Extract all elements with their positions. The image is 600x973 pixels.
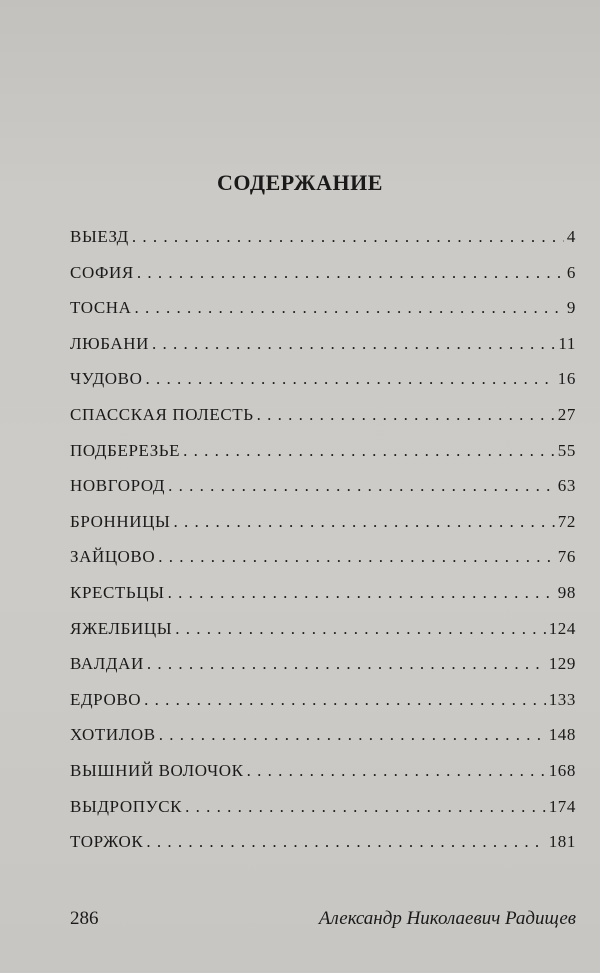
toc-entry-page: 4 [566, 227, 576, 246]
table-of-contents [70, 227, 576, 868]
toc-entry-page: 72 [557, 511, 576, 531]
toc-leader-dots [147, 654, 546, 674]
toc-entry-title: ТОСНА [70, 298, 132, 318]
page-title: СОДЕРЖАНИЕ [217, 170, 383, 195]
running-author: Александр Николаевич Радищев [318, 908, 576, 929]
toc-entry [70, 298, 576, 334]
toc-entry [70, 547, 576, 583]
toc-entry-title: ВЫШНИЙ ВОЛОЧОК [70, 760, 244, 780]
toc-leader-dots [137, 263, 564, 283]
toc-entry [70, 725, 576, 761]
toc-leader-dots [168, 476, 555, 496]
toc-entry [70, 334, 576, 370]
toc-entry-page: 98 [557, 582, 576, 602]
toc-leader-dots [247, 761, 546, 781]
toc-entry [70, 441, 576, 477]
toc-entry-title: ТОРЖОК [70, 832, 144, 852]
toc-leader-dots [152, 334, 555, 354]
toc-entry-title: СОФИЯ [70, 262, 134, 282]
toc-entry-title: ЗАЙЦОВО [70, 547, 156, 567]
toc-entry-title: ВЫЕЗД [70, 227, 129, 246]
toc-entry-page: 133 [548, 689, 576, 709]
toc-entry [70, 832, 576, 868]
toc-entry-page: 55 [557, 440, 576, 460]
toc-leader-dots [183, 441, 555, 461]
toc-entry-title: НОВГОРОД [70, 476, 166, 496]
toc-entry-page: 168 [548, 760, 576, 780]
toc-leader-dots [146, 832, 545, 852]
toc-entry-page: 124 [548, 618, 576, 638]
toc-leader-dots [144, 690, 546, 710]
toc-entry-title: ПОДБЕРЕЗЬЕ [70, 440, 181, 460]
toc-entry-page: 27 [557, 404, 576, 424]
toc-entry-page: 11 [558, 333, 576, 353]
toc-entry-title: ЕДРОВО [70, 689, 142, 709]
toc-leader-dots [185, 797, 546, 817]
toc-entry [70, 369, 576, 405]
toc-entry [70, 690, 576, 726]
toc-entry-title: ХОТИЛОВ [70, 725, 156, 745]
toc-entry-title: ЯЖЕЛБИЦЫ [70, 618, 173, 638]
toc-entry-page: 9 [566, 298, 576, 318]
toc-entry [70, 263, 576, 299]
toc-entry [70, 619, 576, 655]
toc-entry-page: 6 [566, 262, 576, 282]
toc-entry [70, 476, 576, 512]
toc-entry [70, 797, 576, 833]
toc-entry-title: БРОННИЦЫ [70, 511, 171, 531]
toc-entry [70, 761, 576, 797]
toc-entry [70, 512, 576, 548]
toc-entry-page: 63 [557, 476, 576, 496]
toc-leader-dots [257, 405, 555, 425]
toc-leader-dots [168, 583, 555, 603]
toc-entry-page: 129 [548, 654, 576, 674]
toc-entry-title: СПАССКАЯ ПОЛЕСТЬ [70, 404, 254, 424]
toc-entry-title: ВАЛДАИ [70, 654, 144, 674]
toc-entry-title: ЧУДОВО [70, 369, 143, 389]
toc-leader-dots [132, 227, 564, 247]
toc-entry-page: 174 [548, 796, 576, 816]
toc-entry-title: КРЕСТЬЦЫ [70, 582, 165, 602]
toc-entry [70, 583, 576, 619]
toc-leader-dots [173, 512, 554, 532]
toc-entry-page: 181 [548, 832, 576, 852]
toc-leader-dots [158, 547, 555, 567]
toc-entry-title: ВЫДРОПУСК [70, 796, 183, 816]
toc-entry-page: 76 [557, 547, 576, 567]
toc-leader-dots [145, 369, 554, 389]
toc-leader-dots [135, 298, 564, 318]
toc-leader-dots [159, 725, 546, 745]
toc-entry [70, 405, 576, 441]
toc-entry-page: 148 [548, 725, 576, 745]
page-number: 286 [70, 908, 99, 929]
toc-entry-title: ЛЮБАНИ [70, 333, 149, 353]
toc-entry-page: 16 [557, 369, 576, 389]
toc-entry [70, 654, 576, 690]
page-footer [70, 908, 576, 930]
toc-leader-dots [175, 619, 545, 639]
toc-entry [70, 227, 576, 263]
